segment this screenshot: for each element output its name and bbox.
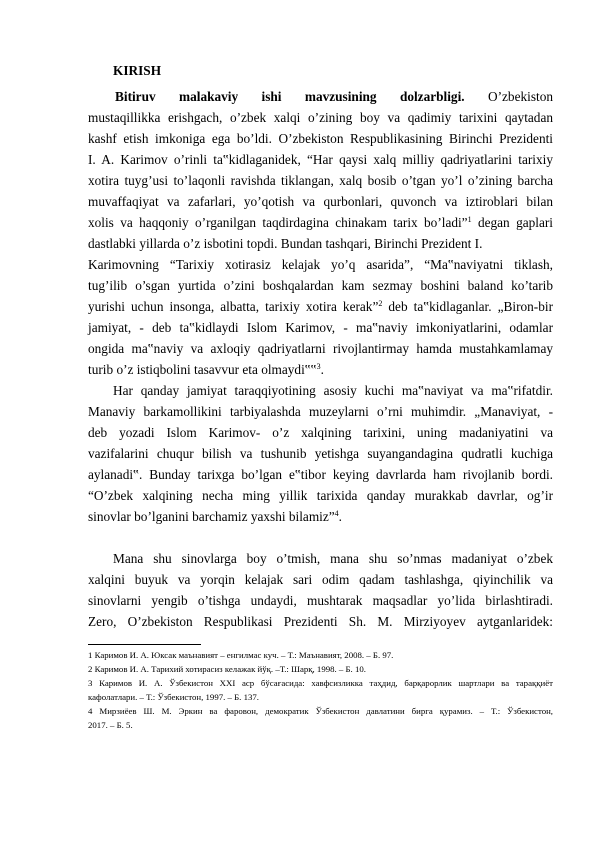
footnote-ref-2: 2 bbox=[378, 299, 383, 308]
footnote-2: 2 Каримов И. А. Тарихий хотирасиз келажак йўқ. –Т.: Шарқ, 1998. – Б. 10. bbox=[88, 664, 366, 674]
footnote-3-continued: кафолатлари. – Т.: Ўзбекистон, 1997. – Б. 137. bbox=[88, 692, 259, 702]
paragraph-1-line-10: tug’ilib o’sgan yurtida o’zini boshqalardan kam sezmay boshini baland ko’tarib bbox=[88, 278, 553, 293]
footnote-ref-3: 3 bbox=[316, 362, 321, 371]
paragraph-1-line-5: xotira tuyg’usi to’laqonli ravishda tiklangan, xalq bosib o’tgan yo’l o’zining barcha bbox=[88, 173, 553, 188]
paragraph-2-line-2: Manaviy barkamollikini tarbiyalashda muzeylarni o’rni muhimdir. „Manaviyat, - bbox=[88, 404, 553, 419]
footnote-3: 3 Каримов И. А. Ўзбекистон ХХI аср бўсағасида: хавфсизликка таҳдид, барқарорлик шартлари ва тараққиёт bbox=[88, 678, 553, 688]
paragraph-3-line-3: sinovlarni yengib o’tishga undaydi, mushtarak maqsadlar yo’lida birlashtiradi. bbox=[88, 593, 553, 608]
paragraph-1-line-11: yurishi uchun insonga, albatta, tarixiy xotira kerak”$^2$ deb ta‟kidlaganlar. „Biron-bir bbox=[88, 299, 553, 314]
paragraph-1-line-12: jamiyat, - deb ta‟kidlaydi Islom Karimov, - ma‟naviy imkoniyatlarini, odamlar bbox=[88, 320, 553, 335]
paragraph-1-line-3: kashf etish imkoniga ega bo’ldi. O’zbekiston Respublikasining Birinchi Prezidenti bbox=[88, 131, 553, 146]
paragraph-1-line-13: ongida ma‟naviy va axloqiy qadriyatlarni rivojlantirmay hamda mustahkamlamay bbox=[88, 341, 553, 356]
paragraph-3-line-1: Mana shu sinovlarga boy o’tmish, mana shu so’nmas madaniyat o’zbek bbox=[113, 551, 553, 566]
paragraph-3-line-4: Zero, O’zbekiston Respublikasi Prezidenti Sh. M. Mirziyoyev aytganlaridek: bbox=[88, 614, 553, 629]
footnote-1: 1 Каримов И. А. Юксак маънавият – енгилмас куч. – Т.: Маънавият, 2008. – Б. 97. bbox=[88, 650, 394, 660]
paragraph-1-line-14: turib o’z istiqbolini tasavvur eta olmaydi‟‟$^3$. bbox=[88, 362, 324, 377]
paragraph-2-line-7: sinovlar bo’lganini barchamiz yaxshi bilamiz”$^4$. bbox=[88, 509, 342, 524]
footnote-4-continued: 2017. – Б. 5. bbox=[88, 720, 133, 730]
section-heading: KIRISH bbox=[113, 63, 162, 78]
relevance-lead: Bitiruv malakaviy ishi mavzusining dolzarbligi. bbox=[115, 89, 465, 104]
footnote-4: 4 Мирзиёев Ш. М. Эркин ва фаровон, демократик Ўзбекистон давлатини бирга қурамиз. – Т.: Ўзбекистон, bbox=[88, 706, 553, 716]
paragraph-1-line-7: xolis va haqqoniy o’rganilgan taqdirdagina chinakam tarix bo’ladi”$^1$ degan gaplari bbox=[88, 215, 553, 230]
paragraph-1-line-1: Bitiruv malakaviy ishi mavzusining dolzarbligi. O’zbekiston bbox=[115, 89, 553, 104]
paragraph-2-line-1: Har qanday jamiyat taraqqiyotining asosiy kuchi ma‟naviyat va ma‟rifatdir. bbox=[113, 383, 553, 398]
footnote-ref-4: 4 bbox=[334, 509, 339, 518]
paragraph-3-line-2: xalqini buyuk va yorqin kelajak sari odim qadam tashlashga, qiyinchilik va bbox=[88, 572, 553, 587]
paragraph-1-line-4: I. A. Karimov o’rinli ta‟kidlaganidek, “Har qaysi xalq milliy qadriyatlarini tarixiy bbox=[88, 152, 553, 167]
paragraph-1-line-9: Karimovning “Tarixiy xotirasiz kelajak yo’q asarida”, “Ma‟naviyatni tiklash, bbox=[88, 257, 553, 272]
paragraph-2-line-4: vazifalarini chuqur bilish va tushunib yetishga suyangandagina qudratli kuchiga bbox=[88, 446, 553, 461]
paragraph-1-line-6: muvaffaqiyat va zafarlari, yo’qotish va qurbonlari, quvonch va iztiroblari bilan bbox=[88, 194, 553, 209]
paragraph-2-line-3: deb yozadi Islom Karimov- o’z xalqining tarixini, uning madaniyatini va bbox=[88, 425, 553, 440]
paragraph-2-line-5: aylanadi‟. Bunday tarixga bo’lgan e‟tibor keying davrlarda ham rivojlanib bordi. bbox=[88, 467, 553, 482]
paragraph-2-line-6: “O’zbek xalqining necha ming yillik tarixida qanday murakkab davrlar, og’ir bbox=[88, 488, 553, 503]
paragraph-1-line-8: dastlabki yillarda o’z isbotini topdi. Bundan tashqari, Birinchi Prezident I. bbox=[88, 236, 483, 251]
footnote-ref-1: 1 bbox=[467, 215, 472, 224]
footnote-separator bbox=[88, 644, 201, 645]
paragraph-1-line-2: mustaqillikka erishgach, o’zbek xalqi o’zining boy va qadimiy tarixini qaytadan bbox=[88, 110, 553, 125]
